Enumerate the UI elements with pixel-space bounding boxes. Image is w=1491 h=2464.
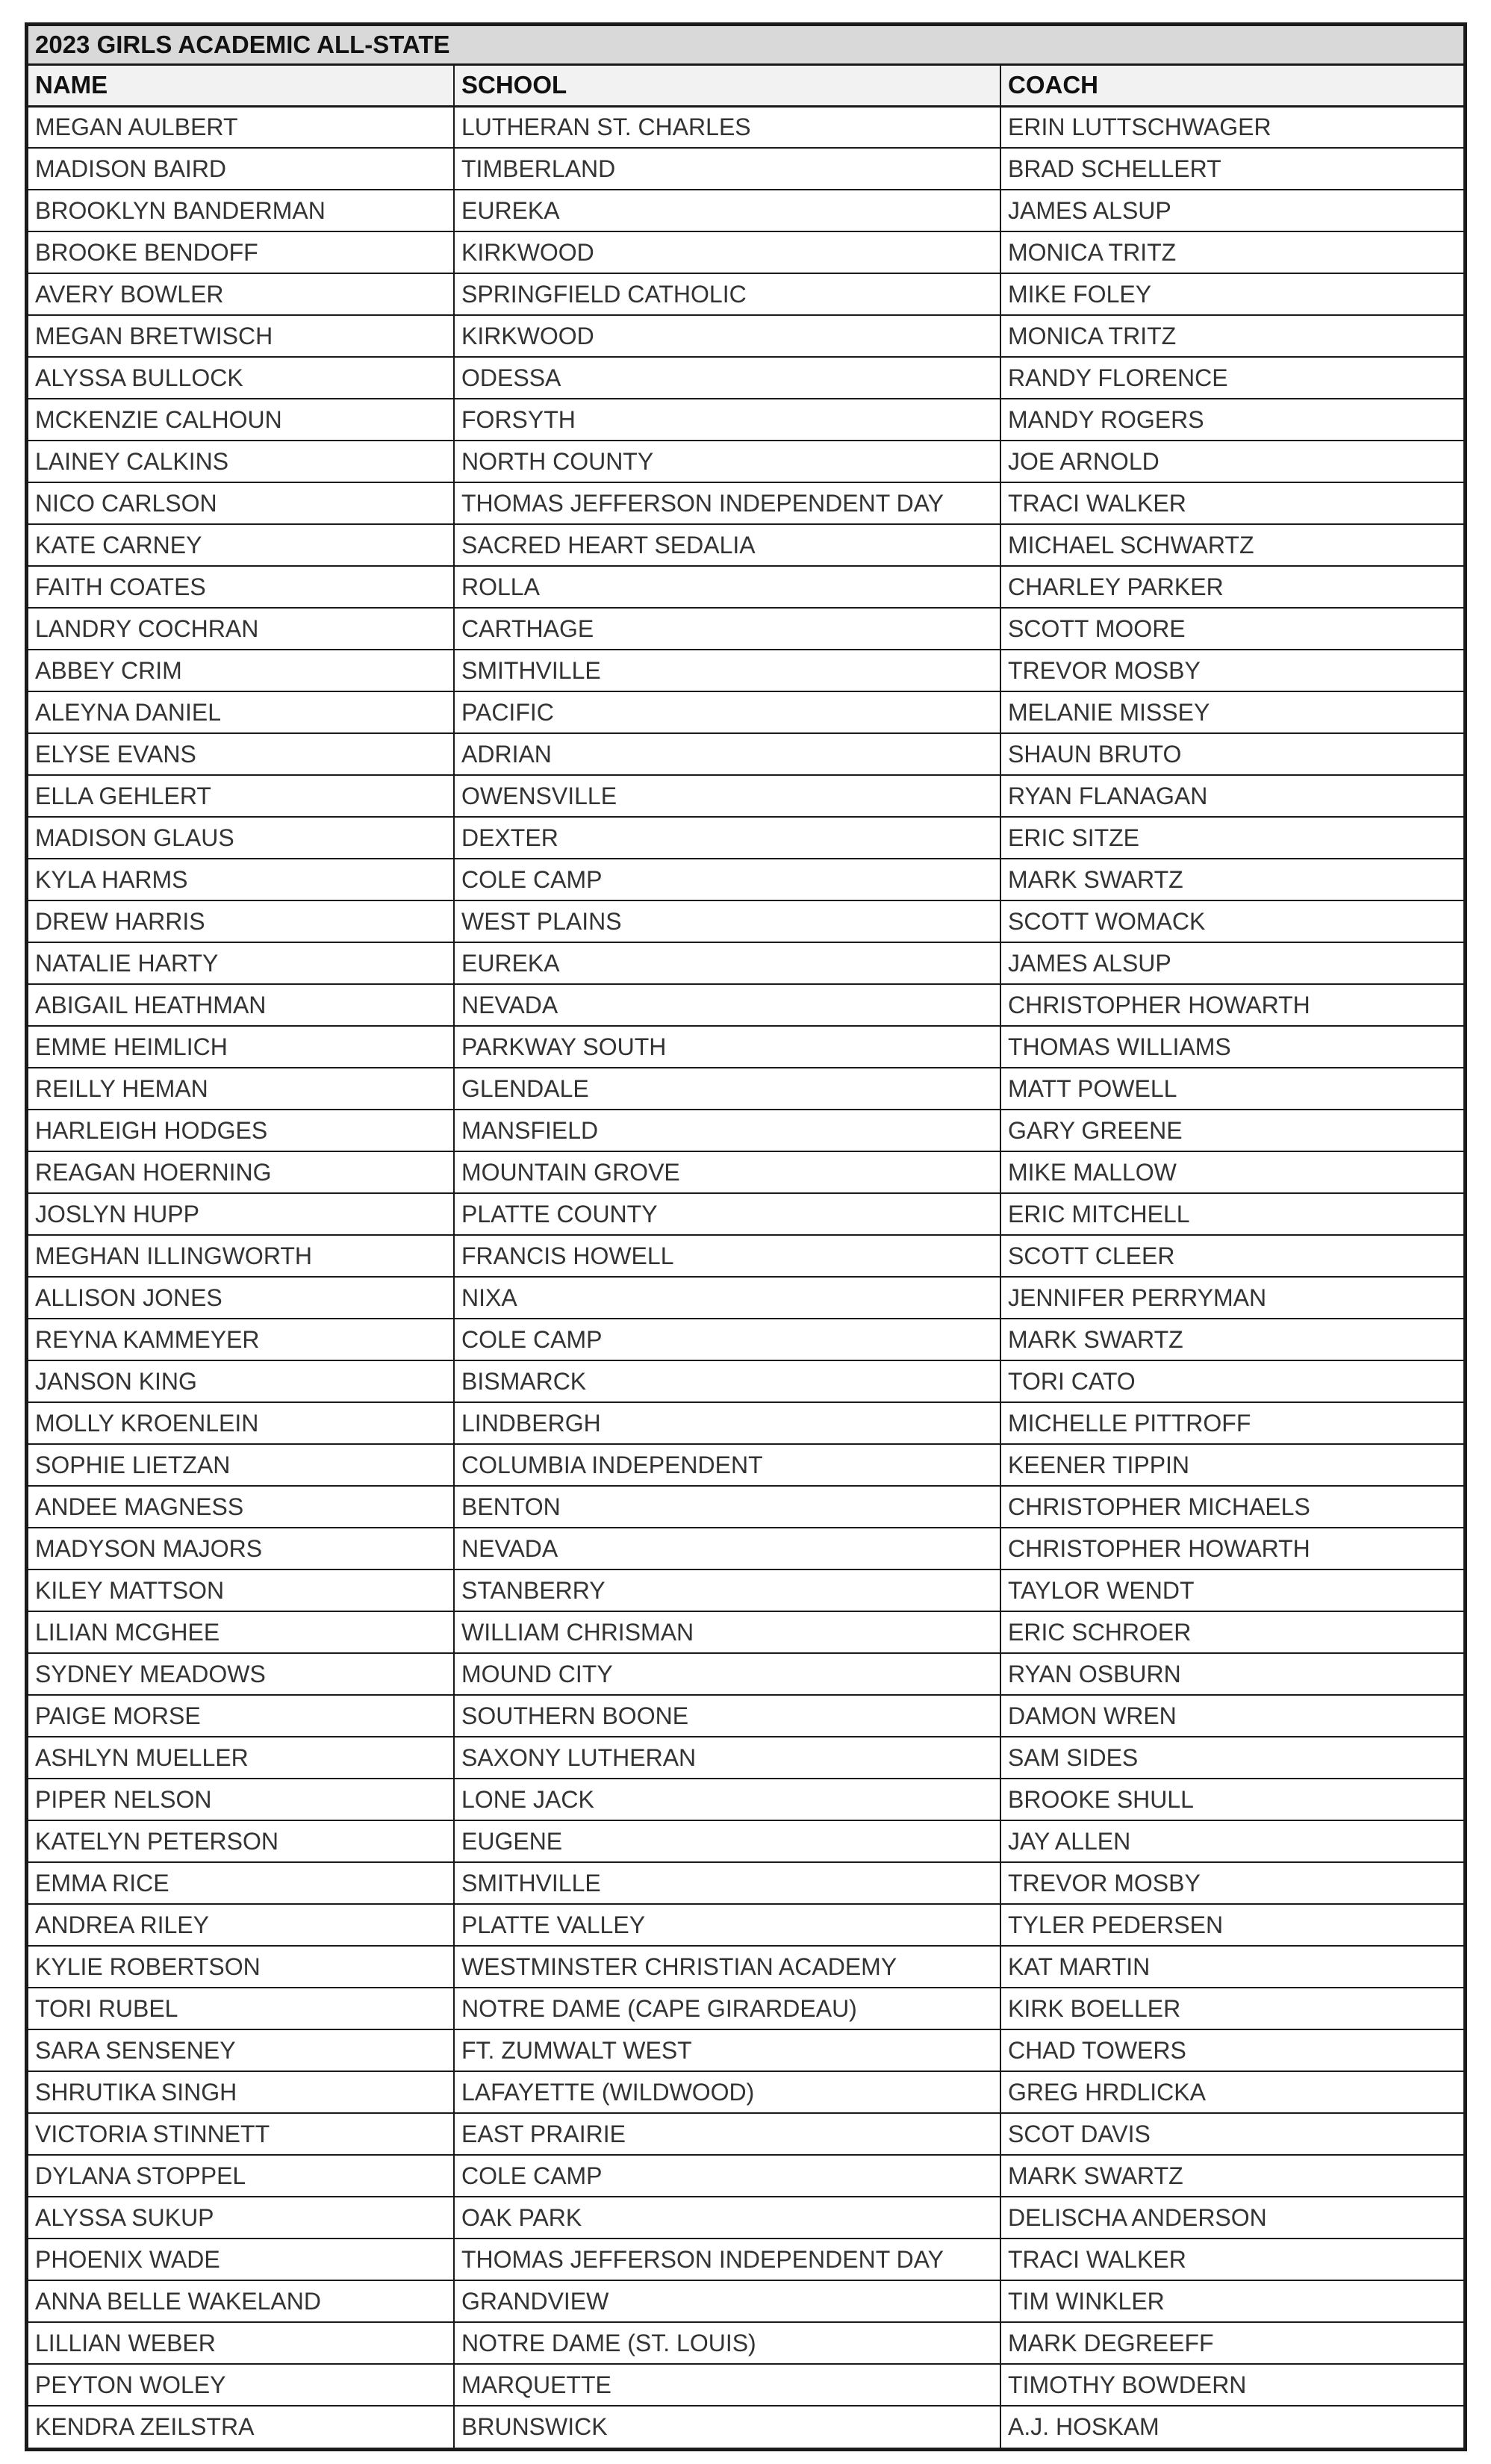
cell-name: ELYSE EVANS	[28, 733, 454, 775]
cell-name: REYNA KAMMEYER	[28, 1319, 454, 1360]
table-row	[28, 2029, 1463, 2071]
cell-school: FRANCIS HOWELL	[454, 1235, 1000, 1277]
cell-name: MEGAN BRETWISCH	[28, 315, 454, 357]
cell-school: PACIFIC	[454, 691, 1000, 733]
cell-school: NOTRE DAME (CAPE GIRARDEAU)	[454, 1988, 1000, 2029]
cell-school: BENTON	[454, 1486, 1000, 1528]
cell-school: WILLIAM CHRISMAN	[454, 1611, 1000, 1653]
cell-name: KATELYN PETERSON	[28, 1820, 454, 1862]
roster-body	[28, 106, 1463, 2448]
cell-coach: MARK SWARTZ	[1000, 1319, 1463, 1360]
cell-school: LUTHERAN ST. CHARLES	[454, 106, 1000, 148]
cell-coach: MARK DEGREEFF	[1000, 2322, 1463, 2364]
cell-name: PEYTON WOLEY	[28, 2364, 454, 2406]
cell-school: TIMBERLAND	[454, 148, 1000, 190]
table-row	[28, 1737, 1463, 1779]
cell-coach: MONICA TRITZ	[1000, 315, 1463, 357]
cell-name: EMME HEIMLICH	[28, 1026, 454, 1068]
table-row	[28, 1026, 1463, 1068]
cell-name: VICTORIA STINNETT	[28, 2113, 454, 2155]
cell-school: COLE CAMP	[454, 859, 1000, 900]
cell-school: WESTMINSTER CHRISTIAN ACADEMY	[454, 1946, 1000, 1988]
cell-school: WEST PLAINS	[454, 900, 1000, 942]
cell-coach: RYAN FLANAGAN	[1000, 775, 1463, 817]
cell-coach: TORI CATO	[1000, 1360, 1463, 1402]
table-row	[28, 1277, 1463, 1319]
cell-coach: SCOT DAVIS	[1000, 2113, 1463, 2155]
table-row	[28, 1611, 1463, 1653]
table-title: 2023 GIRLS ACADEMIC ALL-STATE	[28, 26, 1463, 66]
cell-coach: GREG HRDLICKA	[1000, 2071, 1463, 2113]
table-row	[28, 106, 1463, 148]
table-row	[28, 190, 1463, 231]
cell-coach: CHRISTOPHER HOWARTH	[1000, 1528, 1463, 1569]
cell-coach: MIKE MALLOW	[1000, 1151, 1463, 1193]
table-row	[28, 1988, 1463, 2029]
cell-name: SARA SENSENEY	[28, 2029, 454, 2071]
table-row	[28, 900, 1463, 942]
header-row	[28, 66, 1463, 106]
cell-name: NICO CARLSON	[28, 482, 454, 524]
cell-school: FORSYTH	[454, 399, 1000, 441]
cell-name: BROOKLYN BANDERMAN	[28, 190, 454, 231]
table-row	[28, 399, 1463, 441]
table-row	[28, 942, 1463, 984]
cell-school: SACRED HEART SEDALIA	[454, 524, 1000, 566]
cell-name: MEGAN AULBERT	[28, 106, 454, 148]
cell-coach: TREVOR MOSBY	[1000, 1862, 1463, 1904]
cell-coach: MIKE FOLEY	[1000, 273, 1463, 315]
cell-name: LILLIAN WEBER	[28, 2322, 454, 2364]
cell-coach: CHARLEY PARKER	[1000, 566, 1463, 608]
table-row	[28, 733, 1463, 775]
cell-coach: TIMOTHY BOWDERN	[1000, 2364, 1463, 2406]
table-row	[28, 2322, 1463, 2364]
cell-coach: MATT POWELL	[1000, 1068, 1463, 1110]
table-row	[28, 2406, 1463, 2448]
cell-coach: A.J. HOSKAM	[1000, 2406, 1463, 2448]
column-header-coach: COACH	[1000, 66, 1463, 106]
cell-school: NEVADA	[454, 984, 1000, 1026]
cell-school: NOTRE DAME (ST. LOUIS)	[454, 2322, 1000, 2364]
cell-coach: ERIN LUTTSCHWAGER	[1000, 106, 1463, 148]
table-row	[28, 482, 1463, 524]
cell-coach: MELANIE MISSEY	[1000, 691, 1463, 733]
cell-school: PLATTE VALLEY	[454, 1904, 1000, 1946]
cell-school: EUREKA	[454, 942, 1000, 984]
cell-name: PIPER NELSON	[28, 1779, 454, 1820]
cell-name: ABIGAIL HEATHMAN	[28, 984, 454, 1026]
cell-school: MOUNTAIN GROVE	[454, 1151, 1000, 1193]
cell-school: MOUND CITY	[454, 1653, 1000, 1695]
cell-school: COLE CAMP	[454, 1319, 1000, 1360]
table-row	[28, 1904, 1463, 1946]
cell-name: REILLY HEMAN	[28, 1068, 454, 1110]
cell-name: KATE CARNEY	[28, 524, 454, 566]
cell-school: DEXTER	[454, 817, 1000, 859]
cell-school: GLENDALE	[454, 1068, 1000, 1110]
cell-coach: BROOKE SHULL	[1000, 1779, 1463, 1820]
cell-school: SMITHVILLE	[454, 650, 1000, 691]
table-row	[28, 2239, 1463, 2280]
table-row	[28, 1110, 1463, 1151]
cell-school: COLUMBIA INDEPENDENT	[454, 1444, 1000, 1486]
cell-name: MADYSON MAJORS	[28, 1528, 454, 1569]
cell-coach: JENNIFER PERRYMAN	[1000, 1277, 1463, 1319]
table-row	[28, 1862, 1463, 1904]
cell-name: MADISON BAIRD	[28, 148, 454, 190]
cell-name: ASHLYN MUELLER	[28, 1737, 454, 1779]
cell-coach: KIRK BOELLER	[1000, 1988, 1463, 2029]
cell-name: REAGAN HOERNING	[28, 1151, 454, 1193]
cell-name: LILIAN MCGHEE	[28, 1611, 454, 1653]
cell-coach: TYLER PEDERSEN	[1000, 1904, 1463, 1946]
cell-school: BRUNSWICK	[454, 2406, 1000, 2448]
table-row	[28, 984, 1463, 1026]
cell-coach: DAMON WREN	[1000, 1695, 1463, 1737]
cell-coach: GARY GREENE	[1000, 1110, 1463, 1151]
cell-coach: JAY ALLEN	[1000, 1820, 1463, 1862]
cell-name: KILEY MATTSON	[28, 1569, 454, 1611]
cell-school: MANSFIELD	[454, 1110, 1000, 1151]
cell-name: MCKENZIE CALHOUN	[28, 399, 454, 441]
cell-name: NATALIE HARTY	[28, 942, 454, 984]
cell-name: BROOKE BENDOFF	[28, 231, 454, 273]
cell-school: SPRINGFIELD CATHOLIC	[454, 273, 1000, 315]
table-row	[28, 2364, 1463, 2406]
cell-coach: TAYLOR WENDT	[1000, 1569, 1463, 1611]
cell-school: EUREKA	[454, 190, 1000, 231]
cell-name: ALLISON JONES	[28, 1277, 454, 1319]
cell-coach: RANDY FLORENCE	[1000, 357, 1463, 399]
table-row	[28, 1486, 1463, 1528]
cell-school: EUGENE	[454, 1820, 1000, 1862]
cell-school: BISMARCK	[454, 1360, 1000, 1402]
cell-name: MADISON GLAUS	[28, 817, 454, 859]
cell-name: ALEYNA DANIEL	[28, 691, 454, 733]
cell-coach: JAMES ALSUP	[1000, 190, 1463, 231]
table-row	[28, 1569, 1463, 1611]
cell-name: SHRUTIKA SINGH	[28, 2071, 454, 2113]
table-row	[28, 1402, 1463, 1444]
table-row	[28, 566, 1463, 608]
table-row	[28, 2113, 1463, 2155]
cell-school: GRANDVIEW	[454, 2280, 1000, 2322]
cell-school: OAK PARK	[454, 2197, 1000, 2239]
table-row	[28, 315, 1463, 357]
cell-coach: MICHAEL SCHWARTZ	[1000, 524, 1463, 566]
cell-school: COLE CAMP	[454, 2155, 1000, 2197]
table-row	[28, 608, 1463, 650]
cell-coach: RYAN OSBURN	[1000, 1653, 1463, 1695]
cell-coach: KEENER TIPPIN	[1000, 1444, 1463, 1486]
all-state-roster-table	[25, 22, 1467, 2451]
table-row	[28, 357, 1463, 399]
cell-coach: BRAD SCHELLERT	[1000, 148, 1463, 190]
cell-school: FT. ZUMWALT WEST	[454, 2029, 1000, 2071]
cell-coach: TRACI WALKER	[1000, 2239, 1463, 2280]
cell-coach: JAMES ALSUP	[1000, 942, 1463, 984]
cell-coach: ERIC MITCHELL	[1000, 1193, 1463, 1235]
table-row	[28, 1653, 1463, 1695]
cell-name: DYLANA STOPPEL	[28, 2155, 454, 2197]
cell-name: KENDRA ZEILSTRA	[28, 2406, 454, 2448]
cell-coach: MICHELLE PITTROFF	[1000, 1402, 1463, 1444]
cell-school: SMITHVILLE	[454, 1862, 1000, 1904]
table-row	[28, 148, 1463, 190]
cell-school: LONE JACK	[454, 1779, 1000, 1820]
table-row	[28, 1068, 1463, 1110]
cell-name: KYLA HARMS	[28, 859, 454, 900]
table-row	[28, 2197, 1463, 2239]
cell-name: FAITH COATES	[28, 566, 454, 608]
table-row	[28, 441, 1463, 482]
cell-name: LAINEY CALKINS	[28, 441, 454, 482]
cell-name: ALYSSA BULLOCK	[28, 357, 454, 399]
cell-name: ANDEE MAGNESS	[28, 1486, 454, 1528]
table-row	[28, 2155, 1463, 2197]
table-row	[28, 1779, 1463, 1820]
cell-name: DREW HARRIS	[28, 900, 454, 942]
column-header-school: SCHOOL	[454, 66, 1000, 106]
cell-name: ANNA BELLE WAKELAND	[28, 2280, 454, 2322]
cell-name: PHOENIX WADE	[28, 2239, 454, 2280]
table-row	[28, 1820, 1463, 1862]
cell-name: SYDNEY MEADOWS	[28, 1653, 454, 1695]
cell-coach: MONICA TRITZ	[1000, 231, 1463, 273]
cell-name: PAIGE MORSE	[28, 1695, 454, 1737]
cell-school: PLATTE COUNTY	[454, 1193, 1000, 1235]
table-row	[28, 1695, 1463, 1737]
table-row	[28, 817, 1463, 859]
cell-coach: MARK SWARTZ	[1000, 2155, 1463, 2197]
table-row	[28, 1360, 1463, 1402]
cell-school: THOMAS JEFFERSON INDEPENDENT DAY	[454, 2239, 1000, 2280]
cell-name: HARLEIGH HODGES	[28, 1110, 454, 1151]
table-row	[28, 1151, 1463, 1193]
table-row	[28, 2280, 1463, 2322]
cell-coach: SAM SIDES	[1000, 1737, 1463, 1779]
table-row	[28, 1319, 1463, 1360]
cell-school: KIRKWOOD	[454, 315, 1000, 357]
cell-coach: SCOTT WOMACK	[1000, 900, 1463, 942]
cell-school: OWENSVILLE	[454, 775, 1000, 817]
cell-school: NEVADA	[454, 1528, 1000, 1569]
cell-coach: KAT MARTIN	[1000, 1946, 1463, 1988]
cell-name: KYLIE ROBERTSON	[28, 1946, 454, 1988]
cell-coach: CHAD TOWERS	[1000, 2029, 1463, 2071]
cell-name: AVERY BOWLER	[28, 273, 454, 315]
cell-name: MEGHAN ILLINGWORTH	[28, 1235, 454, 1277]
cell-coach: SCOTT CLEER	[1000, 1235, 1463, 1277]
cell-name: SOPHIE LIETZAN	[28, 1444, 454, 1486]
cell-coach: THOMAS WILLIAMS	[1000, 1026, 1463, 1068]
cell-name: MOLLY KROENLEIN	[28, 1402, 454, 1444]
cell-school: NORTH COUNTY	[454, 441, 1000, 482]
cell-coach: TIM WINKLER	[1000, 2280, 1463, 2322]
cell-name: ELLA GEHLERT	[28, 775, 454, 817]
cell-school: MARQUETTE	[454, 2364, 1000, 2406]
table-row	[28, 524, 1463, 566]
cell-school: LINDBERGH	[454, 1402, 1000, 1444]
cell-name: LANDRY COCHRAN	[28, 608, 454, 650]
cell-name: ABBEY CRIM	[28, 650, 454, 691]
table-row	[28, 1444, 1463, 1486]
table-row	[28, 650, 1463, 691]
cell-school: SAXONY LUTHERAN	[454, 1737, 1000, 1779]
cell-coach: CHRISTOPHER MICHAELS	[1000, 1486, 1463, 1528]
cell-school: ODESSA	[454, 357, 1000, 399]
table-row	[28, 859, 1463, 900]
table-row	[28, 2071, 1463, 2113]
cell-coach: MARK SWARTZ	[1000, 859, 1463, 900]
cell-school: SOUTHERN BOONE	[454, 1695, 1000, 1737]
cell-coach: CHRISTOPHER HOWARTH	[1000, 984, 1463, 1026]
table-row	[28, 775, 1463, 817]
table-row	[28, 1528, 1463, 1569]
cell-coach: MANDY ROGERS	[1000, 399, 1463, 441]
cell-school: NIXA	[454, 1277, 1000, 1319]
cell-coach: DELISCHA ANDERSON	[1000, 2197, 1463, 2239]
table-row	[28, 691, 1463, 733]
cell-coach: TRACI WALKER	[1000, 482, 1463, 524]
cell-school: CARTHAGE	[454, 608, 1000, 650]
cell-school: KIRKWOOD	[454, 231, 1000, 273]
cell-coach: SHAUN BRUTO	[1000, 733, 1463, 775]
table-row	[28, 273, 1463, 315]
table-row	[28, 1946, 1463, 1988]
cell-name: ALYSSA SUKUP	[28, 2197, 454, 2239]
table-row	[28, 1235, 1463, 1277]
cell-school: ADRIAN	[454, 733, 1000, 775]
roster-grid	[28, 66, 1463, 2448]
column-header-name: NAME	[28, 66, 454, 106]
cell-school: PARKWAY SOUTH	[454, 1026, 1000, 1068]
cell-school: LAFAYETTE (WILDWOOD)	[454, 2071, 1000, 2113]
cell-school: THOMAS JEFFERSON INDEPENDENT DAY	[454, 482, 1000, 524]
cell-school: STANBERRY	[454, 1569, 1000, 1611]
cell-school: EAST PRAIRIE	[454, 2113, 1000, 2155]
cell-coach: ERIC SCHROER	[1000, 1611, 1463, 1653]
table-row	[28, 1193, 1463, 1235]
table-row	[28, 231, 1463, 273]
cell-school: ROLLA	[454, 566, 1000, 608]
cell-name: ANDREA RILEY	[28, 1904, 454, 1946]
cell-name: JOSLYN HUPP	[28, 1193, 454, 1235]
cell-coach: TREVOR MOSBY	[1000, 650, 1463, 691]
cell-coach: ERIC SITZE	[1000, 817, 1463, 859]
cell-name: EMMA RICE	[28, 1862, 454, 1904]
cell-name: JANSON KING	[28, 1360, 454, 1402]
cell-coach: JOE ARNOLD	[1000, 441, 1463, 482]
cell-name: TORI RUBEL	[28, 1988, 454, 2029]
cell-coach: SCOTT MOORE	[1000, 608, 1463, 650]
